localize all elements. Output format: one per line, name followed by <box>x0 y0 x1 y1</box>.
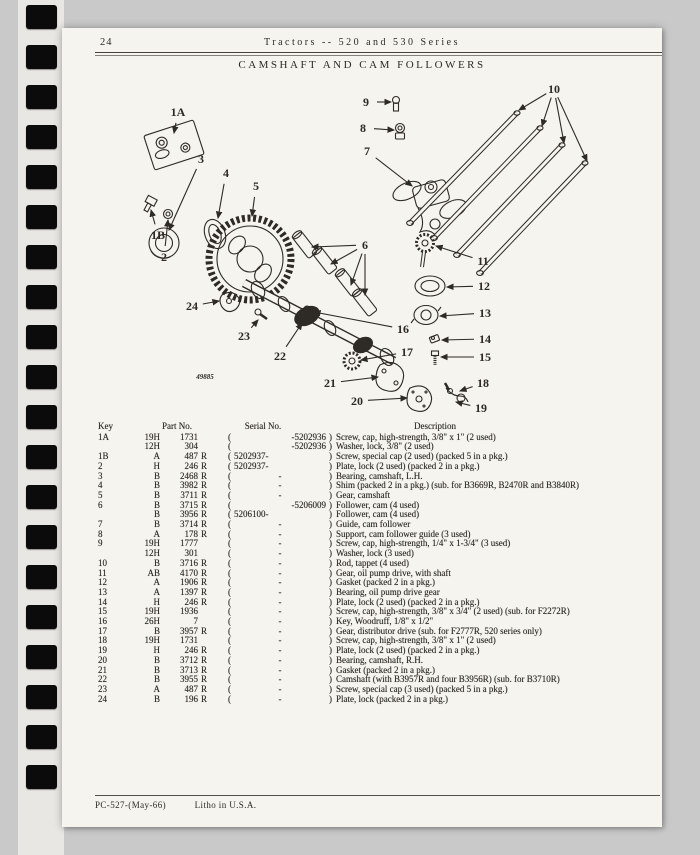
key-cell: 18 <box>98 635 107 646</box>
serial-number-cell: ( - ) <box>228 683 332 694</box>
footer-litho-note: Litho in U.S.A. <box>194 800 257 810</box>
binding-tooth <box>26 125 57 149</box>
header-rule <box>95 52 662 56</box>
callout-arrow <box>174 123 176 133</box>
page-footer <box>95 800 282 810</box>
binding-tooth <box>26 485 57 509</box>
part-number-cell: B 196 R <box>153 693 207 704</box>
description-cell: Plate, lock (2 used) (packed 2 in a pkg.) <box>336 645 480 656</box>
binding-tooth <box>26 45 57 69</box>
callout-label: 20 <box>351 394 363 408</box>
serial-number-cell: ( - ) <box>228 625 332 636</box>
key-cell: 23 <box>98 683 107 694</box>
serial-number-cell: ( - ) <box>228 674 332 685</box>
serial-number-cell: ( - ) <box>228 606 332 617</box>
serial-number-cell: ( - ) <box>228 548 332 559</box>
part-number-cell: A 1397 R <box>153 586 207 597</box>
callout-arrow <box>165 220 168 246</box>
callout-arrow <box>442 339 474 340</box>
callout-arrow <box>331 249 357 264</box>
callout-arrow <box>456 402 470 405</box>
part-number-cell: A 1906 R <box>153 577 207 588</box>
key-cell: 8 <box>98 528 103 539</box>
description-cell: Bearing, oil pump drive gear <box>336 586 440 597</box>
description-cell: Shim (packed 2 in a pkg.) (sub. for B3669R, B2470R and B3840R) <box>336 480 579 491</box>
serial-number-cell: ( - ) <box>228 528 332 539</box>
callout-arrow <box>169 169 196 230</box>
callout-label: 15 <box>479 350 491 364</box>
callout-label: 3 <box>198 152 204 166</box>
table-header-row <box>96 422 656 432</box>
description-cell: Screw, cap, high-strength, 3/8" x 1" (2 used) <box>336 635 496 646</box>
page-header <box>62 37 662 50</box>
column-header: Description <box>414 421 456 431</box>
serial-number-cell: ( 5206100- ) <box>228 509 332 520</box>
binding-tooth <box>26 685 57 709</box>
description-cell: Key, Woodruff, 1/8" x 1/2" <box>336 616 434 627</box>
key-cell: 16 <box>98 616 107 627</box>
part-number-cell: 19H 1936 <box>144 606 198 617</box>
serial-number-cell: ( -5202936 ) <box>228 441 332 452</box>
serial-number-cell: ( - ) <box>228 645 332 656</box>
callout-label: 5 <box>253 179 259 193</box>
binding-tooth <box>26 525 57 549</box>
binding-tooth <box>26 645 57 669</box>
footer-rule <box>95 795 660 796</box>
header-title: Tractors -- 520 and 530 Series <box>263 37 460 48</box>
key-cell: 3 <box>98 470 103 481</box>
part-number-cell: B 2468 R <box>153 470 207 481</box>
callout-label: 1B <box>150 228 166 242</box>
serial-number-cell: ( - ) <box>228 538 332 549</box>
description-cell: Plate, lock (packed 2 in a pkg.) <box>336 693 448 704</box>
description-cell: Washer, lock (3 used) <box>336 548 414 559</box>
key-cell: 11 <box>98 567 107 578</box>
description-cell: Screw, cap, high-strength, 1/4" x 1-3/4" (3 used) <box>336 538 511 549</box>
callout-arrow <box>251 320 258 328</box>
figure-number: 49885 <box>196 373 214 381</box>
key-cell: 19 <box>98 645 107 656</box>
description-cell: Bearing, camshaft, R.H. <box>336 654 423 665</box>
table-body <box>62 433 662 705</box>
callout-label: 4 <box>223 166 229 180</box>
description-cell: Screw, special cap (2 used) (packed 5 in a pkg.) <box>336 451 508 462</box>
key-cell: 10 <box>98 557 107 568</box>
callout-label: 23 <box>238 329 250 343</box>
binding-tooth <box>26 565 57 589</box>
callout-label: 13 <box>479 306 491 320</box>
description-cell: Bearing, camshaft, L.H. <box>336 470 423 481</box>
serial-number-cell: ( - ) <box>228 470 332 481</box>
part-number-cell: B 3955 R <box>153 674 207 685</box>
binding-tooth <box>26 205 57 229</box>
key-cell: 1A <box>98 431 109 442</box>
binding-tooth <box>26 165 57 189</box>
key-cell: 13 <box>98 586 107 597</box>
callout-label: 24 <box>186 299 198 313</box>
serial-number-cell: ( -5202936 ) <box>228 431 332 442</box>
key-cell: 21 <box>98 664 107 675</box>
description-cell: Rod, tappet (4 used) <box>336 557 409 568</box>
part-number-cell: A 487 R <box>153 451 207 462</box>
serial-number-cell: ( - ) <box>228 596 332 607</box>
callout-label: 12 <box>478 279 490 293</box>
part-number-cell: 12H 304 <box>144 441 198 452</box>
key-cell: 17 <box>98 625 107 636</box>
callout-arrow <box>519 94 546 110</box>
part-number-cell: H 246 R <box>153 596 207 607</box>
callout-label: 8 <box>360 121 366 135</box>
key-cell: 6 <box>98 499 103 510</box>
callout-arrow <box>558 97 587 161</box>
key-cell: 7 <box>98 519 103 530</box>
key-cell: 4 <box>98 480 103 491</box>
description-cell: Gasket (packed 2 in a pkg.) <box>336 664 435 675</box>
description-cell: Follower, cam (4 used) <box>336 499 420 510</box>
description-cell: Washer, lock, 3/8" (2 used) <box>336 441 434 452</box>
key-cell: 14 <box>98 596 107 607</box>
part-number-cell: B 3715 R <box>153 499 207 510</box>
description-cell: Guide, cam follower <box>336 519 411 530</box>
column-header: Part No. <box>162 421 192 431</box>
description-cell: Screw, cap, high-strength, 3/8" x 3/4" (2 used) (sub. for F2272R) <box>336 606 570 617</box>
description-cell: Gasket (packed 2 in a pkg.) <box>336 577 435 588</box>
part-number-cell: AB 4170 R <box>147 567 207 578</box>
serial-number-cell: ( - ) <box>228 489 332 500</box>
binding-tooth <box>26 245 57 269</box>
serial-number-cell: ( - ) <box>228 567 332 578</box>
part-number-cell: B 3711 R <box>153 489 207 500</box>
description-cell: Plate, lock (2 used) (packed 2 in a pkg.) <box>336 460 480 471</box>
key-cell: 2 <box>98 460 103 471</box>
callout-label: 14 <box>479 332 491 346</box>
callout-arrow <box>376 158 412 186</box>
callout-arrow <box>218 184 224 218</box>
callout-label: 17 <box>401 345 413 359</box>
serial-number-cell: ( - ) <box>228 654 332 665</box>
callout-label: 7 <box>364 144 370 158</box>
key-cell: 12 <box>98 577 107 588</box>
callout-label: 10 <box>548 83 560 96</box>
part-number-cell: B 3714 R <box>153 519 207 530</box>
callout-arrow <box>351 253 362 285</box>
serial-number-cell: ( - ) <box>228 480 332 491</box>
description-cell: Camshaft (with B3957R and four B3956R) (sub. for B3710R) <box>336 674 560 685</box>
table-row <box>96 695 656 705</box>
page-number: 24 <box>100 37 113 48</box>
key-cell: 20 <box>98 654 107 665</box>
binding-tooth <box>26 365 57 389</box>
part-number-cell: B 3713 R <box>153 664 207 675</box>
callout-arrow <box>151 210 155 224</box>
callout-arrow <box>460 387 473 391</box>
description-cell: Plate, lock (2 used) (packed 2 in a pkg.) <box>336 596 480 607</box>
binding-tooth <box>26 725 57 749</box>
part-number-cell: B 3956 R <box>153 509 207 520</box>
callout-label: 21 <box>324 376 336 390</box>
callout-arrow <box>447 286 473 287</box>
catalog-page <box>62 28 662 827</box>
part-number-cell: B 3712 R <box>153 654 207 665</box>
part-number-cell: B 3716 R <box>153 557 207 568</box>
callout-arrow <box>542 98 551 126</box>
binding-tooth <box>26 445 57 469</box>
parts-diagram-figure <box>62 83 662 413</box>
callout-label: 22 <box>274 349 286 363</box>
description-cell: Screw, cap, high-strength, 3/8" x 1" (2 used) <box>336 431 496 442</box>
part-number-cell: 26H 7 <box>144 616 198 627</box>
part-number-cell: 19H 1777 <box>144 538 198 549</box>
description-cell: Support, cam follower guide (3 used) <box>336 528 471 539</box>
key-cell: 1B <box>98 451 109 462</box>
callout-arrow <box>203 301 219 304</box>
description-cell: Gear, oil pump drive, with shaft <box>336 567 451 578</box>
binding-tooth <box>26 605 57 629</box>
callout-label: 2 <box>161 250 167 264</box>
callout-label: 11 <box>477 254 489 268</box>
spiral-binding <box>26 5 57 815</box>
callout-label: 1A <box>170 105 186 119</box>
part-number-cell: 12H 301 <box>144 548 198 559</box>
serial-number-cell: ( 5202937- ) <box>228 460 332 471</box>
binding-tooth <box>26 325 57 349</box>
serial-number-cell: ( - ) <box>228 557 332 568</box>
key-cell: 24 <box>98 693 107 704</box>
part-number-cell: H 246 R <box>153 645 207 656</box>
callout-arrow <box>286 323 302 347</box>
binding-tooth <box>26 405 57 429</box>
serial-number-cell: ( - ) <box>228 519 332 530</box>
callout-arrow <box>556 98 564 143</box>
serial-number-cell: ( - ) <box>228 616 332 627</box>
binding-tooth <box>26 5 57 29</box>
callout-label: 16 <box>397 322 409 336</box>
part-number-cell: B 3982 R <box>153 480 207 491</box>
serial-number-cell: ( - ) <box>228 586 332 597</box>
key-cell: 9 <box>98 538 103 549</box>
key-cell: 5 <box>98 489 103 500</box>
part-number-cell: 19H 1731 <box>144 635 198 646</box>
part-number-cell: A 487 R <box>153 683 207 694</box>
key-cell: 15 <box>98 606 107 617</box>
serial-number-cell: ( - ) <box>228 664 332 675</box>
callout-arrow <box>368 398 407 400</box>
binding-tooth <box>26 285 57 309</box>
callout-arrow <box>440 314 474 316</box>
column-header: Serial No. <box>244 421 282 431</box>
footer-publication-code: PC-527-(May-66) <box>95 800 166 810</box>
callout-label: 6 <box>362 238 368 252</box>
callout-arrow <box>341 377 378 382</box>
serial-number-cell: ( - ) <box>228 577 332 588</box>
description-cell: Gear, camshaft <box>336 489 391 500</box>
key-cell: 22 <box>98 674 107 685</box>
callout-label: 9 <box>363 95 369 109</box>
serial-number-cell: ( 5202937- ) <box>228 451 332 462</box>
section-title: CAMSHAFT AND CAM FOLLOWERS <box>238 59 486 71</box>
description-cell: Follower, cam (4 used) <box>336 509 420 520</box>
binding-tooth <box>26 765 57 789</box>
serial-number-cell: ( - ) <box>228 693 332 704</box>
serial-number-cell: ( - ) <box>228 635 332 646</box>
serial-number-cell: ( -5206009 ) <box>228 499 332 510</box>
part-number-cell: 19H 1731 <box>144 431 198 442</box>
callout-arrow <box>374 129 394 130</box>
binding-tooth <box>26 85 57 109</box>
callout-label: 18 <box>477 376 489 390</box>
part-number-cell: H 246 R <box>153 460 207 471</box>
callout-arrow <box>252 197 255 216</box>
description-cell: Gear, distributor drive (sub. for F2777R, 520 series only) <box>336 625 542 636</box>
parts-table <box>62 422 662 704</box>
callout-label: 19 <box>475 401 487 413</box>
part-number-cell: B 3957 R <box>153 625 207 636</box>
description-cell: Screw, special cap (3 used) (packed 5 in a pkg.) <box>336 683 508 694</box>
column-header: Key <box>98 421 113 431</box>
part-number-cell: A 178 R <box>153 528 207 539</box>
